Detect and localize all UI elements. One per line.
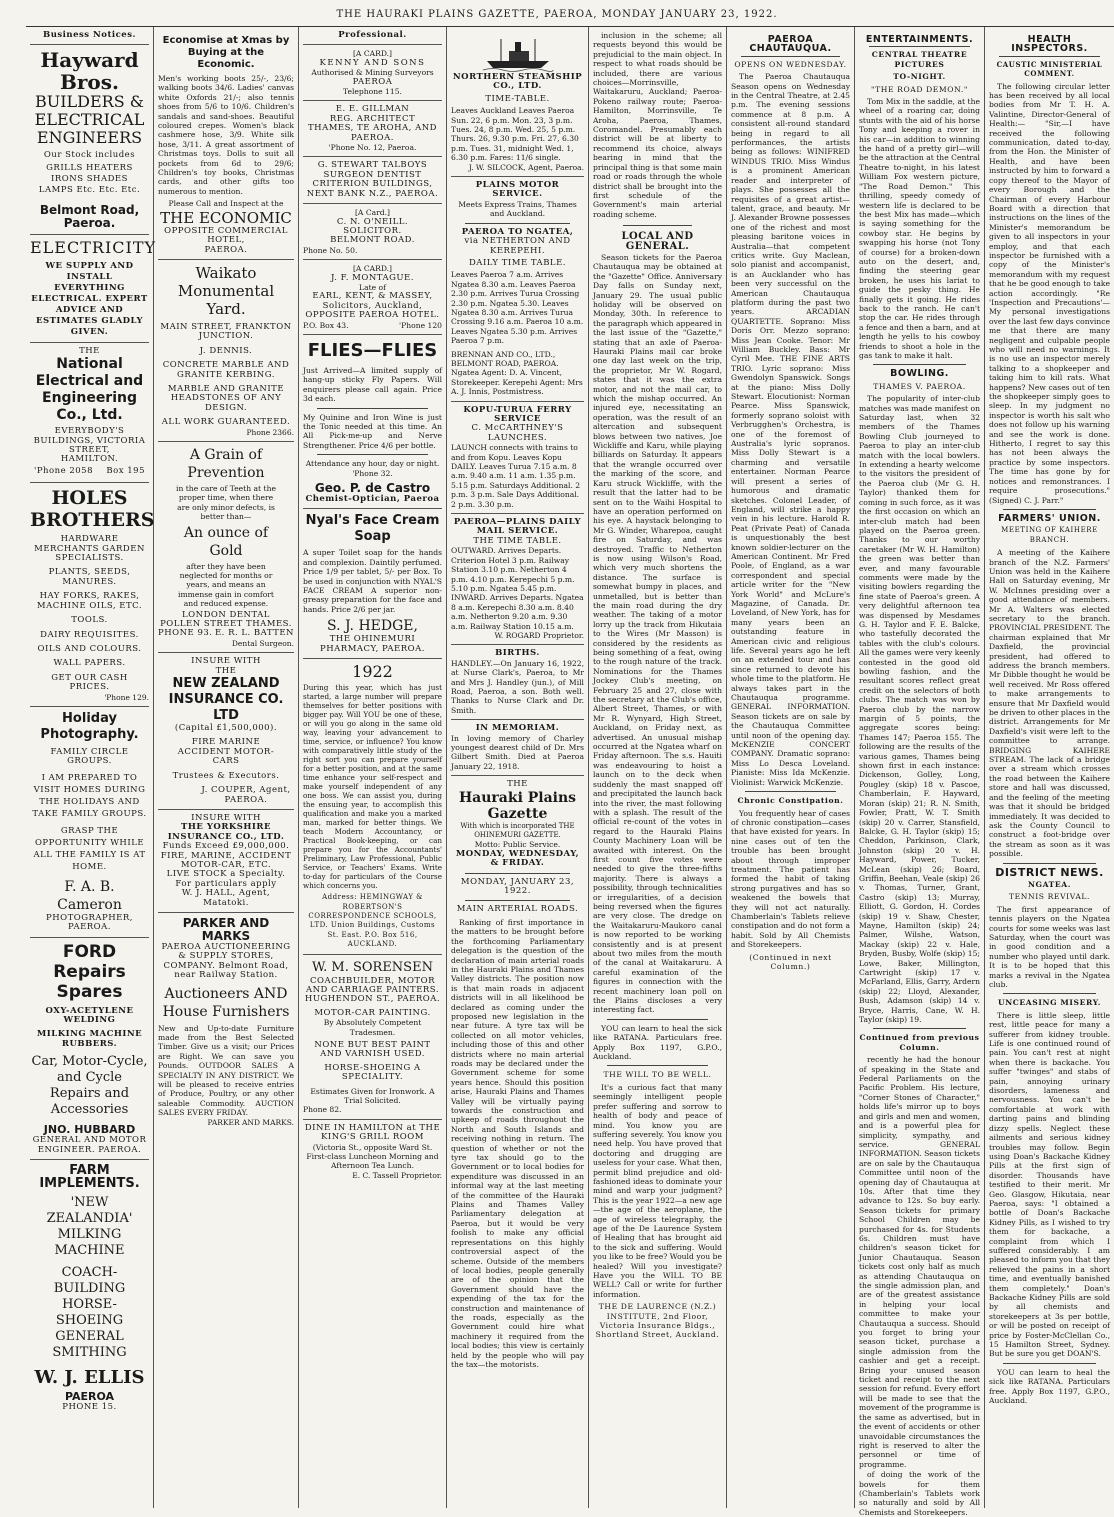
main-roads-continued: inclusion in the scheme; all requests beyond this would be prejudicial to the main object. In respect to what roads should be included, there are various choices—Morrinsville, Waitakaruru, Auckland; Paeroa-Pokeno railway route; Paeroa-Hamilton, Morrinsville, Te Aroha, Paeroa, Thames, Coromandel. Presumably each district will be at liberty to recommend its choice, always bearing in mind that the principal thing is that some main road or roads through the whole district shall be brought into the first schedule of the Government's main arterial roading scheme. [593,31,722,219]
sorensen-line-5: Estimates Given for Ironwork. A Trial Solicited. [310,1086,435,1105]
farm-name: W. J. ELLIS [34,1367,145,1388]
national-name: National Electrical and Engineering Co., Ltd. [35,356,144,424]
gillman-ad [303,101,442,157]
nz-insurance-capital: (Capital £1,500,000). [174,723,278,734]
farmers-title: FARMERS' UNION. [998,512,1101,524]
farm-line-1: 'NEW ZEALANDIA' MILKING MACHINE [46,1195,133,1258]
chronic-body: You frequently hear of cases of chronic constipation—cases that have existed for years. In nine cases out of ten the trouble has been brought about through improper treatment. The patient has formed the habit of taking strong purgatives and has so weakened the bowels that they will not act naturally. Chamberlain's Tablets relieve constipation and do not form a habit. Sold by All Chemists and Storekeepers. [731,808,850,950]
plains-body-3: Leaves Paeroa 7 a.m. Arrives Ngatea 8.30 a.m. Leaves Paeroa 2.30 p.m. Arrives Turua Crossing 2.30 p.m. Ngatea 5.30. Leaves Ngatea 8.30 a.m. Arrives Turua Crossing 9.16 a.m. Paeroa 10 a.m. Leaves Ngatea 5.30 p.m. Arrives Paeroa 7 p.m. [451,270,584,346]
contd-body: recently he had the honour of speaking in the State and Federal Parliaments on the Pacific Problem. His lecture, "Corner Stones of Character," holds life's mirror up to boys and girls and men and women, and is a powerful plea for simplicity, sympathy, and service. GENERAL INFORMATION. Season tickets are on sale by the Chautauqua Committee until noon of the opening day of Chautauqua at 10s. After that time they advance to 12s. So buy early. Season tickets for primary School Children may be purchased for 4s. for Students 6s. Children must have children's season ticket for Junior Chautauqua. Season tickets cost only half as much as attending Chautauqua on the single admission plan, and are of the greatest assistance in helping your local committee to make your Chautauqua a success. Should you forget to bring your season ticket, purchase a single admission from the cashier and get a receipt. Bring your unused season ticket and receipt to the next session for refund. Every effort will be made to see that the movement of the programme is the same as advertised, but in the event of accidents or other unavoidable circumstances the right is reserved to alter the personnel or time of programme. [859,1055,980,1469]
chautauqua-title: PAEROA CHAUTAUQUA. [749,34,832,55]
montague-late: Late of [359,282,386,292]
holes-ad [30,483,155,707]
gazette-title: Hauraki Plains Gazette [458,789,577,822]
grain-body-1: in the care of Teeth at the proper time, when there are only minor defects, is better than— [176,483,276,522]
northern-company: NORTHERN STEAMSHIP CO., LTD. [452,72,583,92]
national-box: Box 195 [106,465,145,476]
contd-title: Continued from previous Column. [859,1033,980,1052]
ford-line-1: OXY-ACETYLENE WELDING [45,1005,134,1025]
column-8 [985,27,1114,1508]
column-7 [855,27,985,1517]
yorkshire-agent: W. J. HALL, Agent, Matatoki. [181,888,271,908]
electricity-ad [30,235,157,343]
gazette-editorial [451,776,584,1374]
kenny-role: Authorised & Mining Surveyors [311,68,434,78]
district-title: DISTRICT NEWS. [995,865,1104,879]
hayward-stock: Our Stock includes [43,150,136,161]
entertainments-title: ENTERTAINMENTS. [865,34,974,45]
chronic-title: Chronic Constipation. [737,796,844,806]
kopu-name: C. McCARTHNEY'S LAUNCHES. [471,423,564,443]
grain-name: E. R. L. BATTEN [214,628,294,639]
professional-heading: Professional. [338,30,407,40]
holiday-line-1: FAMILY CIRCLE GROUPS. [50,746,129,767]
chautauqua-body: The Paeroa Chautauqua Season opens on Wednesday in the Central Theatre, at 2.45 p.m. The evening sessions commence at 8 p.m. A consistent all-round standard being in regard to all performances, the artists being as follows: WINIFRED WINDUS TRIO. Miss Windus is a prominent American reader and interpreter of plays. She possesses all the requisites of a great artist—talent, grace, and beauty. Mr J. Alexander Browne possesses one of the richest and most pleasing baritone voices in Australia—that competent critics write. Guy Maclean, solo pianist and accompanist, is an Aucklander who has been very successful on the American Chautauqua platform during the past two years. ARCADIAN QUARTETTE. Soprano: Miss Doris Orr. Mezzo soprano: Miss Jean Cooke. Tenor: Mr William Buckley. Bass: Mr Cyril Mee. THE FINE ARTS TRIO. Lyric soprano: Miss Gwendolyn Spanswick. Songs at the piano: Miss Dolly Stewart. Elocutionist: Norman Pearce. Miss Spanswick, formerly soprano soloist with Verbrugghen's Orchestra, is one of the foremost of Australia's lyric sopranos. Miss Dolly Stewart is a charming and versatile entertainer. Norman Pearce will present a series of humorous and dramatic sketches. Colonel Leader, of England, will strike a happy vein in his lecture. Harold R. Peat (Private Peat) of Canada is unquestionably the best known soldier-lecturer on the American Continent. Mr Fred Poole, of England, as a war correspondent and special article writer for the "New York World" and McLure's Magazine, of Canada. Dr. Loveland, of New York, has for many years been an outstanding feature in American civic and religious life. Several years ago he left on an extended tour and has since returned to devote his whole time to the platform. He always takes part in the Chautauqua programme. GENERAL INFORMATION. Season tickets are on sale by the Chautauqua Committee until noon of the opening day. McKENZIE CONCERT COMPANY. Dramatic soprano: Miss Lo Desca Loveland. Pianiste: Miss Ida McKenzie. Violinist: Warwick McKenzie. [731,72,850,787]
gillman-name: E. E. GILLMAN [335,104,410,115]
chautauqua-sub: OPENS ON WEDNESDAY. [734,59,847,69]
sorensen-line-4: HORSE-SHOEING A SPECIALITY. [324,1062,421,1083]
economise-body: Men's working boots 25/-, 23/6; walking boots 34/6. Ladies' canvas white Oxfords 21/-; also tennis shoes from 5/6 to 10/6. Children's sandals and sand-shoes. Beautiful coloured crepes. Women's black cashmere hose, 3/9. White silk hose, 3/11. A great assortment of Christmas toys. Dolls to suit all pockets from 6d to 29/6; Children's toy books, Christmas cards, and other gifts too numerous to mention. [158,74,294,196]
flies-title: FLIES—FLIES [307,339,438,361]
mail-body: OUTWARD. Arrives Departs. Criterion Hotel 3 p.m. Railway Station 3.10 p.m. Netherton 4 p.m. 4.10 p.m. Kerepechi 5 p.m. 5.10 p.m. Ngatea 5.45 p.m. INWARD. Arrives Departs. Ngatea 8 a.m. Kerepechi 8.30 a.m. 8.40 a.m. Netherton 9.20 a.m. 9.30 a.m. Railway Station 10.15 a.m. [451,546,584,631]
masthead-title: THE HAURAKI PLAINS GAZETTE, PAEROA, MONDAY JANUARY 23, 1922. [336,9,778,20]
entertainments-sub: CENTRAL THEATRE PICTURES [871,50,968,69]
mail-title: PAEROA—PLAINS DAILY MAIL SERVICE. [453,517,582,537]
waikato-addr: MAIN STREET, FRANKTON JUNCTION. [160,321,292,342]
entertainments-body: Tom Mix in the saddle, at the wheel of a roaring car, doing stunts with the aid of his horse Tony and keeping a rover in his car—in addition to winning the hand of a pretty girl—will be the attraction at the Central Theatre to-night, in his latest William Fox western picture, "The Road Demon." This thrilling, speedy comedy of western life is declared to be the best Mix has made—which is saying something for the cowboy star. He begins by swapping his horse (not Tony of course) for a broken-down auto on the desert, and, finding the steering gear broken, he uses his lariat to guide the pesky thing. He finally gets it going. He rides back to the ranch. He can't stop the car. He rides through a fence and then a barn, and at length he yells to his cowboy friends to shoot a hole in the gas tank to make it halt. [859,97,980,360]
hayward-trade-2: ELECTRICAL [34,110,145,130]
grain-role: Dental Surgeon. [231,638,294,648]
district-sub: NGATEA. [1027,879,1072,889]
sorensen-role: COACHBUILDER, MOTOR AND CARRIAGE PAINTERS. [305,975,440,995]
nz-insurance-line-2: THE [215,665,237,676]
mail-ad [451,514,584,645]
y1922-addr: Address: HEMINGWAY & ROBERTSON'S CORRESPONDENCE SCHOOLS, LTD. Union Buildings, Customs St. East. P.O. Box 516, AUCKLAND. [308,893,437,949]
sorensen-name: W. M. SORENSEN [312,959,433,975]
bowling-body: The popularity of inter-club matches was made manifest on Saturday last, when 32 members of the Thames Bowling Club journeyed to Paeroa to play an inter-club match with the local bowlers. In extending a hearty welcome to the visitors the president of the Paeroa club (Mr G. H. Taylor) thanked them for coming in such force, as it was the first occasion on which an inter-club match had been played on the Paeroa green. Thanks to our worthy caretaker (Mr W. H. Hamilton) the green was better than ever, and many favourable comments were made by the visiting bowlers regarding the fine state of Paeroa's green. A very delightful afternoon tea was dispensed by Mesdames G. H. Taylor and F. E. Balcke, who tastefully decorated the tables with the club's colours. All the games were very keenly contested in the good old bowling fashion, and the resultant scores reflect great credit on the selectors of both clubs. The match was won by Paeroa club by the narrow margin of 5 points, the aggregate scores being: Thames 147; Paeroa 155. The following are the results of the various games, Thames being shown first in each instance: Dickenson, Golley, Long, Pougley (skip) 18 v. Pascoe, Chamberlain, F. Hayward, Moran (skip) 21; R. N. Smith, Fowler, Pratt, W. T. Smith (skip) 20 v. Carrer, Stansfield, Balcke, G. H. Taylor (skip) 15; Cheddon, Parkinson, Clark, Johnston (skip) 20 v. H. Hayward, Power, Tucker, McLean (skip) 26; Board, Griffin, Beehan, Veale (skip) 26 v. Thomas, Turner, Grant, Castro (skip) 13; Murray, Elliott, G. Gordon, H. Cordes (skip) 19 v. Shaw, Chester, Mayne, Hamilton (skip) 24; Palmer, Wilshe, Watson, Mackay (skip) 22 v. Hale, Bryden, Busby, Wolfe (skip) 15; Lowe, Baker, Millington, Cartwright (skip) 17 v. McFarland, Ellis, Garry, Ardern (skip) 22; Lloyd, Alexander, Bush, Adamson (skip) 14 v. Bryce, Harris, Cane, W. H. Taylor (skip) 19. [859,394,980,1025]
column-1 [26,27,157,1508]
flies-quinine: My Quinine and Iron Wine is just the Tonic needed at this time. An All Pick-me-up and Nerve Strengthener. Price 4/6 per bottle. [303,412,442,450]
holes-line-5: DAIRY REQUISITES. [40,629,139,640]
waikato-title: Waikato Monumental Yard. [177,263,275,318]
hayward-trade-1: BUILDERS & [34,92,145,112]
montague-name: J. F. MONTAGUE. [331,272,414,283]
health-sub: CAUSTIC MINISTERIAL COMMENT. [996,59,1103,79]
nyal-ad [303,509,442,659]
nz-insurance-name: NEW ZEALAND INSURANCE CO. LTD [168,676,284,724]
yorkshire-name: THE YORKSHIRE INSURANCE CO., LTD. [167,822,285,842]
sorensen-addr: HUGHENDON ST., PAEROA. [304,994,441,1005]
holiday-line-3: GRASP THE OPPORTUNITY WHILE ALL THE FAMILY IS AT HOME. [33,825,146,872]
hedge-role: THE OHINEMURI PHARMACY, PAEROA. [320,634,425,654]
flies-ad [303,335,442,509]
montague-opp: OPPOSITE PAEROA HOTEL. [305,310,440,321]
waikato-name: J. DENNIS. [199,345,253,356]
plains-body-2: via NETHERTON AND KEREPEHI. [464,236,571,256]
kenny-name: KENNY AND SONS [319,57,426,68]
steamship-icon [483,37,553,71]
memoriam-section [451,720,584,776]
plains-body: Meets Express Trains, Thames and Auckland. [458,199,577,219]
column-6 [727,27,855,1508]
ratana-ad: YOU can learn to heal the sick like RATANA. Particulars free. Apply Box 1197, G.P.O., Auckland. [593,1023,722,1062]
gillman-phone: 'Phone No. 12, Paeroa. [328,143,417,153]
national-phone: 'Phone 2058 [34,465,93,476]
national-ad [30,343,149,483]
montague-card: [A CARD.] [352,264,393,274]
ford-ad [30,938,149,1160]
bowling-title: BOWLING. [890,368,949,380]
flies-attend: Attendance any hour, day or night. 'Phone 32. [305,459,440,478]
business-notices-heading: Business Notices. [43,30,136,40]
holiday-ad [30,707,149,938]
kopu-title: KOPU-TURUA FERRY SERVICE [463,404,572,424]
hayward-address: Belmont Road, Paeroa. [39,202,140,230]
holes-line-2: PLANTS, SEEDS, MANURES. [48,567,131,587]
waikato-line-2: MARBLE AND GRANITE HEADSTONES OF ANY DESIGN. [167,383,285,413]
ford-line-4: GENERAL AND MOTOR ENGINEER. PAEROA. [32,1135,147,1155]
montague-box: P.O. Box 43. [303,320,349,330]
hayward-items: GRILLS HEATERS IRONS SHADES LAMPS Etc. Etc. Etc. [38,162,141,195]
yorkshire-line-1: INSURE WITH [191,812,261,823]
economise-ad [158,31,294,260]
holiday-role: PHOTOGRAPHER, PAEROA. [45,912,133,933]
electricity-body: WE SUPPLY AND INSTALL EVERYTHING ELECTRICAL. EXPERT ADVICE AND ESTIMATES GLADLY GIVEN. [31,260,148,337]
masthead [0,0,1114,24]
gazette-heading: MAIN ARTERIAL ROADS. [456,904,579,915]
montague-firm: EARL, KENT, & MASSEY, Solicitors, Auckland, [312,291,433,311]
waikato-phone: Phone 2366. [246,427,294,437]
holes-line-6: OILS AND COLOURS. [37,643,142,654]
local-general-title: LOCAL AND GENERAL. [621,231,694,252]
holes-line-8: GET OUR CASH PRICES. [51,672,128,693]
oneill-role: SOLICITOR. [343,225,402,236]
farm-place: PAEROA [64,1390,115,1403]
gillman-place: THAMES, TE AROHA, AND PAEROA. [308,123,437,143]
hayward-name: Hayward Bros. [40,48,139,95]
nz-insurance-ad [158,653,294,810]
yorkshire-ad [158,810,294,913]
flies-body: Just Arrived—A limited supply of hang-up sticky Fly Papers. Will enquirers please call again. Price 3d each. [303,365,442,404]
nz-insurance-agent: J. COUPER, Agent, PAEROA. [201,785,291,805]
nyal-title: Nyal's Face Cream Soap [305,513,440,545]
waikato-line-3: ALL WORK GUARANTEED. [161,417,291,428]
y1922-body: During this year, which has just started, a large number will prepare themselves for better positions with bigger pay. Will YOU be one of these, or will you go along in the same old way, leaving your advancement to time, service, or influence? You know with comparatively little study of the right sort you can prepare yourself for a better position, and at the same time enhance your self-respect and make yourself independent of any one boss. We can assist you, during the ensuing year, to accomplish this qualification and make you a marked man, marked for better things. We teach Modern Accountancy, or Practical Book-keeping, or can prepare you for the Accountants' Preliminary, Law Professional, Public Service, or Teachers' Exams. Write to-day for particulars of the Course which concerns you. [303,683,442,891]
grill-sig: E. C. Tassell Proprietor. [352,1170,442,1180]
mail-sig: W. ROGARD Proprietor. [494,630,584,640]
hayward-ad [30,45,149,234]
economise-opp: OPPOSITE COMMERCIAL HOTEL, [164,225,288,246]
will-title: THE WILL TO BE WELL. [603,1070,712,1080]
holiday-line-2: I AM PREPARED TO VISIT HOMES DURING THE HOLIDAYS AND TAKE FAMILY GROUPS. [32,772,147,819]
entertainments-sub-3: "THE ROAD DEMON." [871,84,968,94]
national-buildings: EVERYBODY'S BUILDINGS, VICTORIA STREET, [33,426,146,456]
yorkshire-live: LIVE STOCK a Specialty. [166,869,286,880]
memoriam-title: IN MEMORIAM. [475,723,560,734]
health-body: The following circular letter has been received by all local bodies from Mr T. H. A. Valintine, Director-General of Health:— "Sir,—I have received the following communication, dated to-day, from the Hon. the Minister of Health, and have been instructed by him to forward a copy thereof to the Mayor of every Borough and the Chairman of every Harbour Board with a direction that instructions on the lines of the Minister's memorandum be given to all inspectors in your employ, and that each inspector be furnished with a copy of the Minister's memorandum with my request that he be good enough to take action accordingly. "Re 'Inspection and Precautions'—My personal investigations over the last few days convince me that there are many negligent and culpable people who will need no warnings. It is no use an inspector merely talking to a shopkeeper and taking him to kill rats. What happens? New cases out of ten the shopkeeper simply goes to sleep. In my judgment no inspector is worth his salt who does not follow up his warning and see the work is done. Hitherto, I regret to say this has not been always the practice by some inspectors. The time has gone by for notices and remonstrances. I require prosecutions." (Signed) C. J. Parr." [989,81,1110,505]
gazette-the: THE [507,779,528,790]
economise-place: PAEROA. [204,244,248,255]
parker-body: New and Up-to-date Furniture made from the Best Selected Timber. Give us a visit; our Prices are Right. We can save you Pounds. OUTDOOR SALES A SPECIALTY IN ANY DISTRICT. We will be pleased to receive entries of Produce, Poultry, or any other saleable Commodity. AUCTION SALES EVERY FRIDAY. [158,1023,294,1118]
births-body: HANDLEY.—On January 16, 1922, at Nurse Clark's, Paeroa, to Mr and Mrs J. Handley (jun.), of Mill Road, Paeroa, a son. Both well. Thanks to Nurse Clark and Dr. Smith. [451,658,584,715]
gazette-body: Ranking of first importance in the matters to be brought before the forthcoming Parliamentary delegation is the question of the declaration of main arterial roads in the Hauraki Plains and Thames Valley districts. The position now is that main roads in adjacent districts will in all likelihood be declared as coming under the proposed new legislation in the near future. A tyre tax will be collected on all motor vehicles, including those of this and other districts where no main arterial roads may be declared under the Government scheme for some years hence. Should this position arise, Hauraki Plains and Thames Valley will be virtually paying towards the construction and upkeep of roads throughout the North and South Islands and receiving nothing in return. The question of whether or not the tyre tax should go to the Government or to local bodies for expenditure was discussed in an informal way at the last meeting of the committee of the Hauraki Plains and Thames Valley Parliamentary delegation at Paeroa, but it would be very foolish to make any official representations on this highly controversial aspect of the scheme. Outside of the members of local bodies, people generally are of the opinion that the Government should have the expending of the tax for the construction and maintenance of the roads, especially as the Government could hire what machinery it required from the local bodies; this view is certainly held by the people who will pay the tax—the motorists. [451,917,584,1369]
oneill-addr: BELMONT ROAD. [330,235,415,246]
nz-insurance-types: FIRE MARINE ACCIDENT MOTOR-CARS [177,737,275,767]
parker-name: PARKER AND MARKS [182,915,270,943]
will-body: It's a curious fact that many seemingly intelligent people prefer suffering and sorrow to health of body and peace of mind. You know you are suffering severely. You know you need help. You have proved that doctoring and drugging are useless for your case. What then, permit blind prejudice and old-fashioned ideas to dominate your mind and warp your judgment? This is the year 1922—a new age—the age of the aeroplane, the age of wireless telegraphy, the age of the De Laurence System of Healing that has brought aid to the sick and suffering. Would you like to be free? Would you be healed? Will you investigate? Have you the WILL TO BE WELL? Call or write for further information. [593,1082,722,1299]
holiday-title: Holiday Photography. [40,710,139,742]
sorensen-line-3: NONE BUT BEST PAINT AND VARNISH USED. [314,1039,431,1060]
economise-call: Please Call and Inspect at the [168,199,284,209]
oneill-name: C. N. O'NEILL. [336,216,409,227]
talboys-addr: CRITERION BUILDINGS, NEXT BANK N.Z., PAEROA. [306,179,439,199]
farm-line-2: COACH-BUILDING HORSE-SHOEING GENERAL SMITHING [52,1265,127,1360]
chronic-cont: of doing the work of the bowels for them (Chamberlain's Tablets work so naturally and sold by All Chemists and Storekeepers. [859,1470,980,1517]
mail-timetable: THE TIME TABLE. [473,535,562,546]
farmers-sub: MEETING OF KAIHERE BRANCH. [1001,526,1098,544]
y1922-title: 1922 [352,662,393,682]
talboys-name: G. STEWART TALBOYS [317,160,428,171]
grain-ad [158,442,294,653]
kenny-phone: Telephone 115. [343,87,402,97]
talboys-role: SURGEON DENTIST [323,169,422,180]
northern-sig: J. W. SILCOCK, Agent, Paeroa. [468,162,584,172]
electricity-title: ELECTRICITY [30,237,157,257]
gazette-date: MONDAY, JANUARY 23, 1922. [460,876,575,897]
holes-line-3: HAY FORKS, RAKES, MACHINE OILS, ETC. [36,591,143,611]
holes-phone: 'Phone 129. [104,692,149,702]
yorkshire-types: FIRE, MARINE, ACCIDENT MOTOR-CAR, ETC. [160,850,292,870]
gillman-role: REG. ARCHITECT [329,113,416,124]
oneill-card: [A Card.] [354,208,391,218]
waikato-line-1: CONCRETE MARBLE AND GRANITE KERBING. [162,360,290,380]
plains-title-2: PAEROA TO NGATEA, [461,226,574,237]
gazette-inc: With which is incorporated THE OHINEMURI GAZETTE. [460,821,575,840]
grill-body: (Victoria St., opposite Ward St. First-class Luncheon Morning and Afternoon Tea Lunch. [306,1142,439,1171]
national-city: HAMILTON. [60,454,119,465]
kopu-body: LAUNCH connects with trains to and from Kopu. Leaves Kopu DAILY. Leaves Turua 7.15 a.m. 8 a.m. 9.40 a.m. 11 a.m. 1.35 p.m. 5.15 p.m. Saturdays Additional. 2 p.m. 3 p.m. Sale Days Additional. 2 p.m. 3.30 p.m. [451,443,581,509]
gazette-motto: Motto: Public Service. [474,840,561,850]
ratana-ad-2: YOU can learn to heal the sick like RATANA. Particulars free. Apply Box 1197, G.P.O., Auckland. [989,1367,1110,1406]
holiday-name: F. A. B. Cameron [57,878,122,913]
entertainments-sub-2: TO-NIGHT. [893,72,946,82]
yorkshire-for: For particulars apply [175,878,277,889]
northern-timetable: TIME-TABLE. [485,93,550,104]
nz-insurance-line-1: INSURE WITH [191,656,261,667]
plains-daily: DAILY TIME TABLE. [468,257,566,268]
column-5 [589,27,727,1508]
grill-ad [303,1120,442,1184]
local-general-body: Season tickets for the Paeroa Chautauqua may be obtained at the "Gazette" Office. Anniversary Day falls on Sunday next, January 29. The usual public holiday will be observed on Monday, 30th. In reference to the paragraph which appeared in the last issue of the "Gazette," stating that an axle of Paeroa-Hauraki Plains mail car broke one day last week on the trip, the proprietor, Mr W. Rogard, states that it was the extra motor, and not the mail car, to which the mishap occurred. An injured eye, necessitating an operation, was the result of an altercation and subsequent blows between two natives, Joe Wickliffe and Karu, while playing billiards on Saturday. It appears that the wrangle occurred over the marking of the score, and Karu struck Wickliffe, with the result that the latter had to be sent on to the Waihi Hospital to have an operation performed on his eye. A haystack belonging to Mr G. Winder, Wharepoa, caught fire on Saturday, and was destroyed. Traffic to Netherton is now using Wilson's Road, which very much shortens the distance. The surface is somewhat bumpy in places, and unmetalled, but is better than the main road during the dry weather. The taking of a motor lorry up the track from Hikutaia to the Wires (Mr Masson) is considered by the residents as being something of a feat, owing to the rough nature of the track. Nominations for the Thames Jockey Club's meeting, on February 25 and 27, close with the secretary at the Club's office, Albert Street, Thames, or with Mr R. Wynyard, High Street, Auckland, on Friday next, as advertised. An unusual mishap occurred at the Ngatea wharf on Friday afternoon. The s.s. Hauiti was endeavouring to hoist a launch on to the deck when suddenly the mast snapped off and precipitated the launch back into the river, the mast following with a splash. The result of the official re-count of the votes in regard to the Hauraki Plains County Machinery Loan will be awaited with interest. On the first count five votes were needed to give the three-fifths majority. There is always a possibility, through technicalities or irregularities, of a decision being reversed when the figures are very close. The dredge on the Waitakaruru-Maukoro canal is now reported to be working consistently and is at present about two miles from the mouth of the canal at Waitakaruru. A careful examination of the figures in connection with the recent machinery loan poll on the Plains discloses a very interesting fact. [593,252,722,1015]
gazette-days: MONDAY, WEDNESDAY, & FRIDAY. [455,848,580,869]
births-title: BIRTHS. [495,648,540,659]
grain-parlors: POLLEN STREET THAMES. [160,619,292,630]
holes-line-7: WALL PAPERS. [53,658,126,669]
montague-phone: 'Phone 120 [399,320,442,330]
castro-role: Chemist-Optician, Paeroa [305,494,440,505]
ford-name: JNO. HUBBARD [43,1123,136,1137]
nz-insurance-trustees: Trustees & Executors. [172,770,280,781]
plains-motor-ad [451,177,584,402]
plains-title: PLAINS MOTOR SERVICE. [475,180,560,200]
grain-body-2: after they have been neglected for months or years, and means an immense gain in comfort and reduced expense. [178,561,274,609]
hedge-name: S. J. HEDGE, [327,618,418,635]
waikato-ad [158,260,294,442]
unceasing-title: UNCEASING MISERY. [998,998,1101,1008]
montague-ad [303,260,442,335]
parker-line-1: PAEROA AUCTIONEERING & SUPPLY STORES, COMPANY. Belmont Road, near Railway Station. [161,941,291,981]
northern-body: Leaves Auckland Leaves Paeroa Sun. 22, 6 p.m. Mon. 23, 3 p.m. Tues. 24, 8 p.m. Wed. 25, 5 p.m. Thurs. 26, 9.30 p.m. Fri. 27, 6.30 p.m. Tues. 31, midnight Wed. 1, 6.30 p.m. Fares: 11/6 single. [451,106,579,163]
grain-title-4: Gold [209,542,243,559]
sorensen-line-2: By Absolutely Competent Tradesmen. [323,1018,422,1037]
parker-sig: PARKER AND MARKS. [207,1117,294,1127]
column-3 [299,27,447,1508]
farm-phone: PHONE 15. [62,1402,117,1412]
unceasing-body: There is little sleep, little rest, little peace for many a sufferer from kidney trouble. Life is one continued round of pain. You can't rest at night when there is backache. You suffer "twinges" and stabs of pain, annoying urinary disorders, lameness and nervousness. You can't be comfortable at work with darting pains and blinding dizzy spells. Neglect these ailments and serious kidney troubles may follow. Begin using Doan's Backache Kidney Pills at the first sign of disorder. Thousands have testified to their merit. Mr Geo. Glasgow, Hikutaia, near Paeroa, says: "I obtained a bottle of Doan's Backache Kidney Pills, as I wished to try them for backache, a complaint from which I suffered considerably. I am pleased to inform you that they relieved the pains in a short time, and eventually banished them completely." Doan's Backache Kidney Pills are sold by all chemists and storekeepers at 3s per bottle, or will be posted on receipt of price by Foster-McClellan Co., 15 Hamilton Street, Sydney. But be sure you get DOAN'S. [989,1010,1110,1359]
parker-title: Auctioneers AND House Furnishers [162,985,290,1020]
newspaper-page [26,26,1114,1517]
ford-line-3: Car, Motor-Cycle, and Cycle Repairs and Accessories [31,1054,148,1118]
grain-title-3: An ounce of [183,524,269,541]
grill-title: DINE IN HAMILTON at THE KING'S GRILL ROOM [304,1122,441,1143]
parker-ad [158,913,294,1131]
sorensen-ad [303,955,442,1120]
births-section [451,645,584,720]
holes-name: HOLES BROTHERS [30,487,155,532]
plains-brennan: BRENNAN AND CO., LTD., BELMONT ROAD, PAEROA. Ngatea Agent: D. A. Vincent, Storekeeper. Kerepehi Agent: Mrs A. J. Innis, Postmistress. [451,349,583,397]
memoriam-body: In loving memory of Charley youngest dearest child of Dr. Mrs Gilbert Smith. Died at Paeroa January 22, 1918. [451,733,584,771]
yorkshire-funds: Funds Exceed £9,000,000. [162,841,290,852]
talboys-ad [303,157,442,204]
ford-title: FORD Repairs Spares [53,941,126,1002]
will-sig: THE DE LAURENCE (N.Z.) INSTITUTE, 2nd Floor, Victoria Insurance Bldgs., Shortland Street, Auckland. [595,1302,720,1340]
oneill-phone: Phone No. 50. [303,245,358,255]
grain-title-1: A Grain of [189,446,263,463]
northern-ad [451,31,584,177]
sorensen-phone: Phone 82. [303,1105,342,1115]
castro-name: Geo. P. de Castro [314,481,431,496]
bowling-sub: THAMES V. PAEROA. [873,381,966,391]
hayward-trade-3: ENGINEERS [36,128,143,148]
grain-london: LONDON DENTAL [182,609,270,620]
national-the: THE [79,345,100,356]
farm-ad [30,1160,149,1416]
holes-line-1: HARDWARE MERCHANTS GARDEN SPECIALISTS. [34,534,145,564]
kopu-ad [451,402,584,514]
farmers-body: A meeting of the Kaihere branch of the N.Z. Farmers' Union was held in the Kaihere Hall on Saturday evening, Mr W. McInnes presiding over a good attendance of members. Mr A. Walters was elected secretary to the branch. PROVINCIAL PRESIDENT. The chairman explained that Mr Daxfield, the provincial president, had offered to address the branch members. Mr Dibble thought he would be well received. Mr Ross offered to make arrangements to ensure that Mr Daxfield would be driven to other places in the district. Arrangements for Mr Daxfield's visit were left to the committee to arrange. BRIDGING KAIHERE STREAM. The lack of a bridge over a stream which crosses the road between the Kaihere store and hall was discussed, and the feeling of the meeting was that it should be bridged immediately. It was decided to ask the County Council to construct a foot-bridge over the stream as soon as it was possible. [989,548,1110,859]
kenny-card: [A CARD.] [352,49,393,59]
health-title: HEALTH INSPECTORS. [1011,34,1088,55]
column-4 [447,27,589,1508]
column-2 [154,27,299,1508]
oneill-ad [303,204,442,260]
district-body: The first appearance of tennis players on the Ngatea courts for some weeks was last Saturday, when the court was in good condition and a number who played until dark. It is to be hoped that this marks a revival in the Ngatea club. [989,904,1110,989]
district-sub-2: TENNIS REVIVAL. [1008,892,1091,902]
chautauqua-cont: (Continued in next Column.) [749,952,832,971]
kenny-place: PAEROA [352,76,393,87]
economise-name: THE ECONOMIC [160,208,292,227]
sorensen-line-1: MOTOR-CAR PAINTING. [314,1007,431,1018]
kenny-ad [303,45,442,101]
ford-line-2: MILKING MACHINE RUBBERS. [36,1029,143,1049]
y1922-ad [303,659,442,954]
nyal-body: A super Toilet soap for the hands and complexion. Daintily perfumed. Price 1/9 per tablet, 5/- per Box. To be used in conjunction with NYAL'S FACE CREAM A superior non-greasy preparation for the face and hands. Price 2/6 per jar. [303,548,442,614]
economise-title: Economise at Xmas by Buying at the Economic. [162,35,290,70]
farm-title: FARM IMPLEMENTS. [39,1163,140,1191]
grain-title-2: Prevention [187,464,265,481]
grain-phone: PHONE 93. [158,628,213,639]
holes-line-4: TOOLS. [71,615,108,626]
